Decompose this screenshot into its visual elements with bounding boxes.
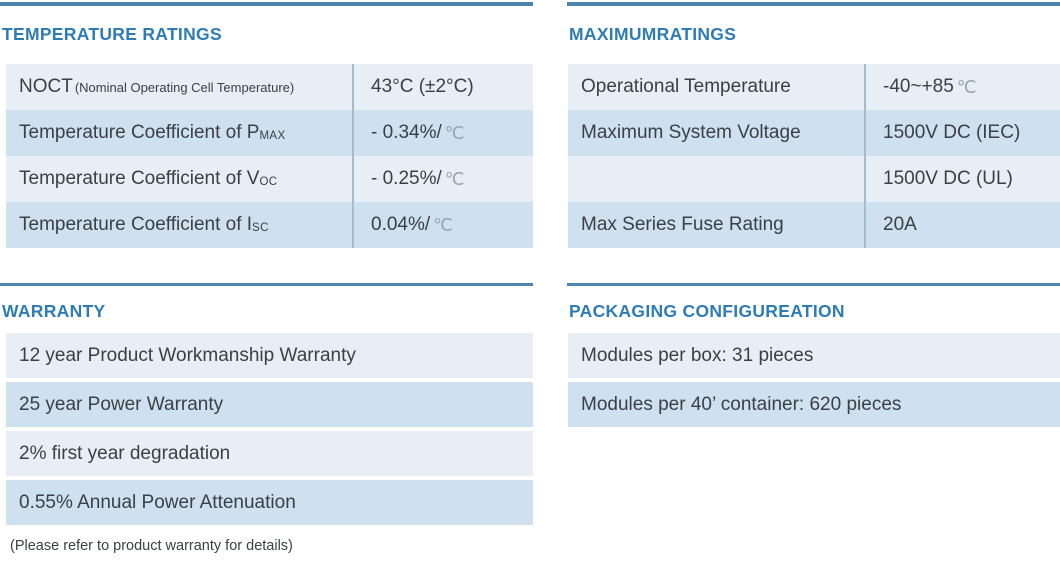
spec-value [864,64,1060,110]
spec-label [568,76,864,98]
warranty-item: 25 year Power Warranty [19,393,224,415]
label-text: Maximum System Voltage [581,122,801,143]
spec-value [352,110,533,156]
packaging-table [568,333,1060,431]
warranty-item: 2% first year degradation [19,442,231,464]
spec-value [864,156,1060,202]
spec-value [864,202,1060,248]
table-row [568,202,1060,248]
label-text: Operational Temperature [581,76,791,97]
spec-label [568,214,864,236]
label-subscript: OC [259,176,278,188]
value-unit: ℃ [956,76,977,97]
table-row [6,202,533,248]
table-row [6,156,533,202]
table-row [6,382,533,427]
table-row [568,382,1060,427]
label-text: Temperature Coefficient of I [19,214,253,235]
label-subscript: MAX [259,130,286,142]
packaging-configuration-heading: PACKAGING CONFIGUREATION [569,301,845,321]
temperature-ratings-table [6,64,533,248]
top-rule-left [0,2,533,6]
value-text: - 0.34%/ [371,122,442,143]
warranty-heading: WARRANTY [2,301,106,321]
label-text: Max Series Fuse Rating [581,214,784,235]
table-row [6,431,533,476]
spec-value [352,156,533,202]
spec-label [6,76,352,98]
value-text: 20A [883,214,917,235]
table-row [6,480,533,525]
table-row [568,64,1060,110]
label-note: (Nominal Operating Cell Temperature) [74,80,295,95]
table-row [568,333,1060,378]
maximum-ratings-table [568,64,1060,248]
spec-value [352,64,533,110]
spec-value [352,202,533,248]
section-rule-left [0,283,533,286]
value-unit: ℃ [444,122,465,143]
label-text: Temperature Coefficient of V [19,168,260,189]
value-unit: ℃ [444,168,465,189]
warranty-table [6,333,533,529]
label-text: NOCT [19,76,73,97]
table-row [6,64,533,110]
value-text: 0.04%/ [371,214,431,235]
top-rule-right [567,2,1060,6]
spec-label [568,122,864,144]
value-text: -40~+85 [883,76,954,97]
section-rule-right [567,283,1060,286]
spec-label [6,214,352,236]
warranty-item: 12 year Product Workmanship Warranty [19,344,356,366]
spec-label [6,122,352,144]
label-subscript: SC [252,222,269,234]
warranty-footnote: (Please refer to product warranty for details) [10,538,293,554]
value-text: 43°C (±2°C) [371,76,474,97]
right-column [567,0,1060,565]
spec-label [6,168,352,190]
label-text: Temperature Coefficient of P [19,122,260,143]
value-text: 1500V DC (UL) [883,168,1013,189]
table-row [568,110,1060,156]
value-text: 1500V DC (IEC) [883,122,1021,143]
table-row [6,333,533,378]
warranty-item: 0.55% Annual Power Attenuation [19,491,296,513]
packaging-item: Modules per 40’ container: 620 pieces [581,393,902,415]
packaging-item: Modules per box: 31 pieces [581,344,814,366]
temperature-ratings-heading: TEMPERATURE RATINGS [2,24,222,44]
value-unit: ℃ [433,214,453,235]
maximum-ratings-heading: MAXIMUMRATINGS [569,24,737,44]
table-row [6,110,533,156]
value-text: - 0.25%/ [371,168,442,189]
spec-value [864,110,1060,156]
table-row [568,156,1060,202]
